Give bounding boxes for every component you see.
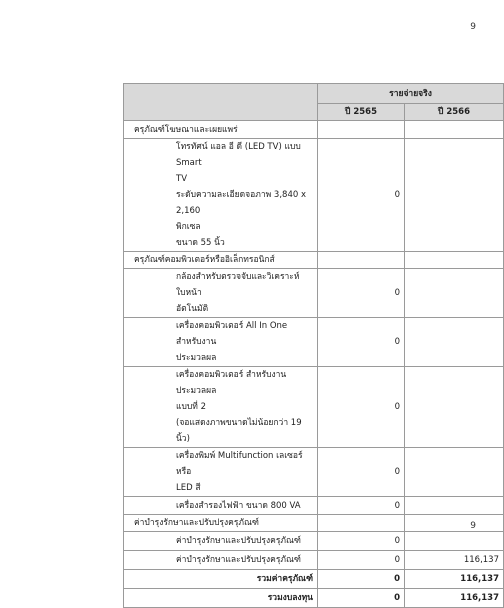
value-2565: 0 bbox=[318, 570, 405, 589]
table-row bbox=[124, 497, 504, 515]
table-row bbox=[124, 551, 504, 570]
value-2565: 0 bbox=[318, 139, 405, 252]
table-row bbox=[124, 367, 504, 448]
description-line: เครื่องคอมพิวเตอร์ All In One สำหรับงาน bbox=[176, 321, 288, 347]
total-row bbox=[124, 589, 504, 608]
value-2565: 0 bbox=[318, 269, 405, 318]
description-line: ค่าบำรุงรักษาและปรับปรุงครุภัณฑ์ bbox=[134, 518, 259, 528]
category-row bbox=[124, 515, 504, 532]
item-description bbox=[124, 497, 318, 515]
total-label bbox=[124, 589, 318, 608]
value-2566: 116,137 bbox=[405, 570, 504, 589]
value-2565 bbox=[318, 515, 405, 532]
table-row bbox=[124, 318, 504, 367]
category-row bbox=[124, 252, 504, 269]
category-label bbox=[124, 121, 318, 139]
value-2566 bbox=[405, 448, 504, 497]
category-label bbox=[124, 252, 318, 269]
description-line: เครื่องพิมพ์ Multifunction เลเซอร์ หรือ bbox=[176, 451, 303, 477]
description-line: ประมวลผล bbox=[176, 353, 217, 363]
value-2566 bbox=[405, 367, 504, 448]
value-2566 bbox=[405, 318, 504, 367]
value-2566: 116,137 bbox=[405, 551, 504, 570]
value-2566 bbox=[405, 121, 504, 139]
description-line: ค่าบำรุงรักษาและปรับปรุงครุภัณฑ์ bbox=[176, 536, 301, 546]
value-2566 bbox=[405, 269, 504, 318]
total-label bbox=[124, 570, 318, 589]
value-2566 bbox=[405, 252, 504, 269]
description-line: โทรทัศน์ แอล อี ดี (LED TV) แบบ Smart bbox=[176, 142, 301, 168]
page-number-top: 9 bbox=[470, 22, 476, 32]
table-row bbox=[124, 139, 504, 252]
value-2565: 0 bbox=[318, 367, 405, 448]
value-2565 bbox=[318, 252, 405, 269]
category-label bbox=[124, 515, 318, 532]
description-line: แบบที่ 2 bbox=[176, 402, 206, 412]
actual-expense-header: รายจ่ายจริง bbox=[318, 84, 504, 104]
budget-table bbox=[123, 83, 504, 608]
item-description bbox=[124, 448, 318, 497]
description-line: กล้องสำหรับตรวจจับและวิเคราะห์ใบหน้า bbox=[176, 272, 300, 298]
item-description bbox=[124, 532, 318, 551]
year-2565-header: ปี 2565 bbox=[318, 104, 405, 121]
description-line: ครุภัณฑ์โฆษณาและเผยแพร่ bbox=[134, 124, 238, 135]
value-2565: 0 bbox=[318, 532, 405, 551]
description-line: รวมงบลงทุน bbox=[267, 593, 313, 603]
page-number-bottom: 9 bbox=[470, 521, 476, 531]
item-description bbox=[124, 269, 318, 318]
item-description bbox=[124, 139, 318, 252]
item-description bbox=[124, 551, 318, 570]
category-row bbox=[124, 121, 504, 139]
description-line: ค่าบำรุงรักษาและปรับปรุงครุภัณฑ์ bbox=[176, 555, 301, 565]
value-2566 bbox=[405, 532, 504, 551]
table-row bbox=[124, 269, 504, 318]
value-2566 bbox=[405, 497, 504, 515]
value-2565: 0 bbox=[318, 448, 405, 497]
description-line: ระดับความละเอียดจอภาพ 3,840 x 2,160 bbox=[176, 190, 306, 216]
description-line: TV bbox=[176, 174, 188, 184]
year-2566-header: ปี 2566 bbox=[405, 104, 504, 121]
value-2565: 0 bbox=[318, 497, 405, 515]
header-label-cell bbox=[124, 84, 318, 121]
item-description bbox=[124, 318, 318, 367]
description-line: รวมค่าครุภัณฑ์ bbox=[256, 574, 313, 584]
total-row bbox=[124, 570, 504, 589]
description-line: ครุภัณฑ์คอมพิวเตอร์หรืออิเล็กทรอนิกส์ bbox=[134, 255, 275, 265]
description-line: เครื่องสำรองไฟฟ้า ขนาด 800 VA bbox=[176, 500, 301, 511]
item-description bbox=[124, 367, 318, 448]
value-2566 bbox=[405, 515, 504, 532]
table-row bbox=[124, 448, 504, 497]
value-2565: 0 bbox=[318, 551, 405, 570]
table-row bbox=[124, 532, 504, 551]
description-line: อัตโนมัติ bbox=[176, 304, 209, 314]
value-2565 bbox=[318, 121, 405, 139]
description-line: พิกเซล bbox=[176, 222, 201, 232]
description-line: LED สี bbox=[176, 483, 201, 493]
value-2565: 0 bbox=[318, 589, 405, 608]
description-line: ขนาด 55 นิ้ว bbox=[176, 238, 225, 248]
description-line: เครื่องคอมพิวเตอร์ สำหรับงานประมวลผล bbox=[176, 370, 287, 396]
value-2566 bbox=[405, 139, 504, 252]
description-line: (จอแสดงภาพขนาดไม่น้อยกว่า 19 นิ้ว) bbox=[176, 418, 302, 444]
value-2565: 0 bbox=[318, 318, 405, 367]
value-2566: 116,137 bbox=[405, 589, 504, 608]
